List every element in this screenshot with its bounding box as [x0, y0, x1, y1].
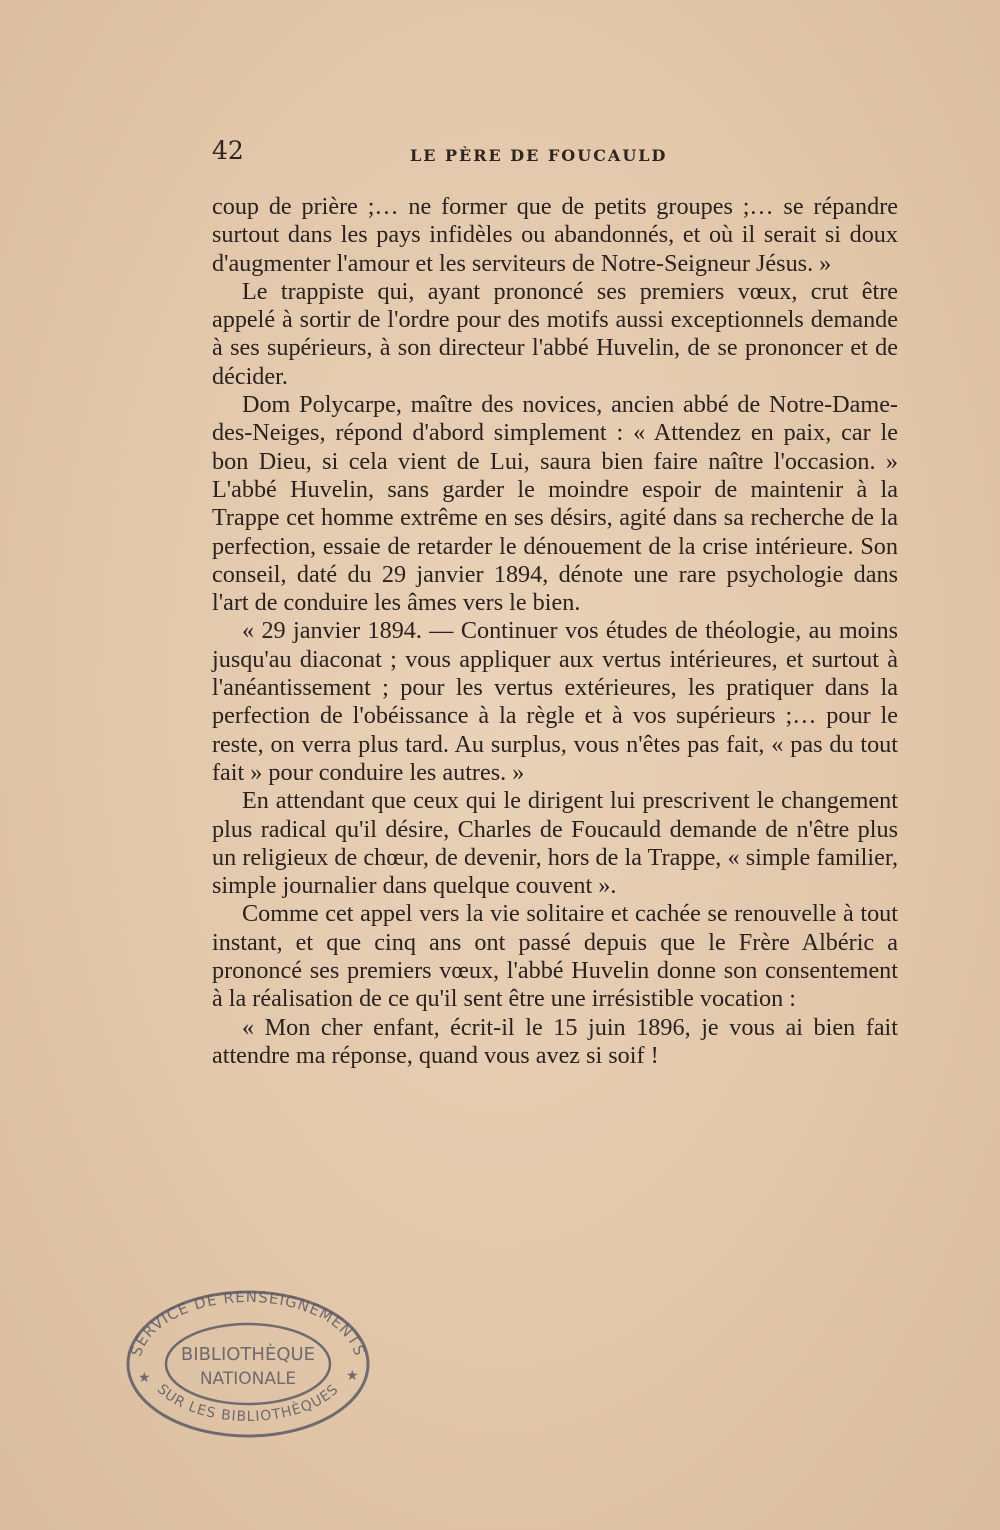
stamp-inner-line2: NATIONALE [199, 1369, 297, 1389]
paragraph-6: Comme cet appel vers la vie solitaire et cachée se renouvelle à tout instant, et que cinq ans ont passé depuis que le Frère Albéric a prononcé ses premiers vœux, l'abbé Huvelin donne son consentement à la réalisation de ce qu'il sent être une irrésistible vocation : [212, 900, 898, 1013]
paragraph-3: Dom Polycarpe, maître des novices, ancien abbé de Notre-Dame-des-Neiges, répond d'abord simplement : « Attendez en paix, car le bon Dieu, si cela vient de Lui, saura bien faire naître l'occasion. » L'abbé Huvelin, sans garder le moindre espoir de maintenir à la Trappe cet homme extrême en ses désirs, agité dans sa recherche de la perfection, essaie de retarder le dénouement de la crise intérieure. Son conseil, daté du 29 janvier 1894, dénote une rare psychologie dans l'art de conduire les âmes vers le bien. [212, 391, 898, 617]
library-stamp [118, 1284, 378, 1444]
page-number: 42 [212, 136, 244, 165]
page-header [212, 132, 900, 172]
paragraph-2: Le trappiste qui, ayant prononcé ses premiers vœux, crut être appelé à sortir de l'ordre pour des motifs aussi exceptionnels demande à ses supérieurs, à son directeur l'abbé Huvelin, de se prononcer et de décider. [212, 277, 898, 390]
stamp-outer-bottom: SUR LES BIBLIOTHÈQUES [153, 1381, 343, 1426]
stamp-star-left: ★ [138, 1370, 151, 1386]
paragraph-7: « Mon cher enfant, écrit-il le 15 juin 1896, je vous ai bien fait attendre ma réponse, quand vous avez si soif ! [212, 1013, 898, 1069]
stamp-graphic [118, 1284, 378, 1444]
paragraph-5: En attendant que ceux qui le dirigent lui prescrivent le changement plus radical qu'il désire, Charles de Foucauld demande de n'être plus un religieux de chœur, de devenir, hors de la Trappe, « simple familier, simple journalier dans quelque couvent ». [212, 787, 898, 900]
stamp-star-right: ★ [346, 1368, 359, 1384]
stamp-inner-line1: BIBLIOTHÈQUE [180, 1344, 316, 1365]
body-text [212, 193, 898, 1070]
paragraph-1: coup de prière ;… ne former que de petits groupes ;… se répandre surtout dans les pays infidèles ou abandonnés, et où il serait si doux d'augmenter l'amour et les serviteurs de Notre-Seigneur Jésus. » [212, 193, 898, 277]
stamp-outer-top: SERVICE DE RENSEIGNEMENTS [127, 1287, 369, 1359]
running-head: LE PÈRE DE FOUCAULD [410, 146, 668, 165]
paragraph-4: « 29 janvier 1894. — Continuer vos études de théologie, au moins jusqu'au diaconat ; vous appliquer aux vertus intérieures, et surtout à l'anéantissement ; pour les vertus extérieures, les pratiquer dans la perfection de l'obéissance à la règle et à vos supérieurs ;… pour le reste, on verra plus tard. Au surplus, vous n'êtes pas fait, « pas du tout fait » pour conduire les autres. » [212, 617, 898, 786]
